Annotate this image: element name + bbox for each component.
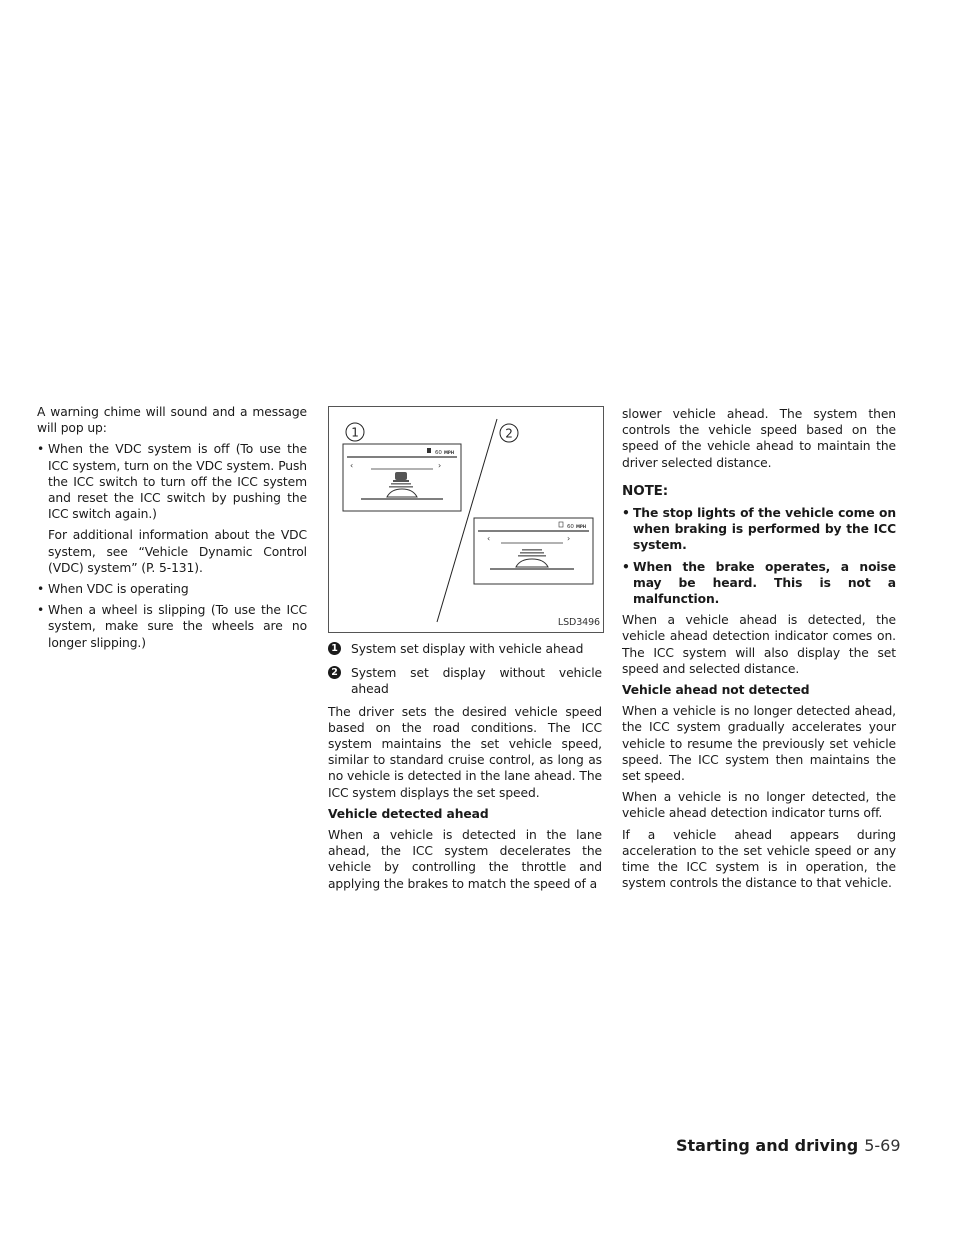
label-1-text: 1 bbox=[351, 425, 359, 440]
icc-display-figure bbox=[328, 406, 604, 633]
page-number: 5-69 bbox=[864, 1136, 901, 1155]
bullet-vdc-off: • When the VDC system is off (To use the ICC system, turn on the VDC system. Push the ICC switch to turn off the ICC system and reset the ICC switch by pushing the ICC switch again.) bbox=[37, 441, 307, 522]
icc-display-illustration bbox=[329, 407, 603, 632]
continued-paragraph: slower vehicle ahead. The system then controls the vehicle speed based on the speed of the vehicle ahead to maintain the driver selected distance. bbox=[622, 407, 896, 470]
callout-2-text: System set display without vehicle ahead bbox=[351, 666, 602, 697]
indicator-off-paragraph: When a vehicle is no longer detected, the vehicle ahead detection indicator turns off. bbox=[622, 790, 896, 821]
callout-1 bbox=[328, 641, 602, 657]
svg-text:›: › bbox=[567, 534, 571, 543]
figure-id: LSD3496 bbox=[557, 616, 600, 628]
indicator-on-paragraph: When a vehicle ahead is detected, the vehicle ahead detection indicator comes on. The ICC system will also display the set speed and selected distance. bbox=[622, 613, 896, 676]
svg-text:60: 60 bbox=[567, 524, 574, 530]
vehicle-detected-heading: Vehicle detected ahead bbox=[328, 806, 489, 821]
note-heading: NOTE: bbox=[622, 482, 669, 499]
set-speed-paragraph: The driver sets the desired vehicle speed based on the road conditions. The ICC system maintains the set vehicle speed, similar to standard cruise control, as long as no vehicle is detected in the lane ahead. The ICC system displays the set speed. bbox=[328, 704, 602, 800]
svg-text:MPH: MPH bbox=[444, 450, 454, 455]
lead-vehicle-icon bbox=[395, 472, 407, 480]
callout-2 bbox=[328, 665, 602, 697]
left-column bbox=[37, 404, 307, 656]
vehicle-detected-paragraph: When a vehicle is detected in the lane ahead, the ICC system decelerates the vehicle by controlling the throttle and applying the brakes to match the speed of a bbox=[328, 828, 602, 891]
vdc-reference-note: For additional information about the VDC system, see “Vehicle Dynamic Control (VDC) system” (P. 5-131). bbox=[48, 528, 307, 575]
svg-text:‹: ‹ bbox=[350, 461, 354, 470]
bullet-vdc-operating: • When VDC is operating bbox=[37, 581, 307, 597]
display-panel-without-vehicle bbox=[474, 518, 593, 584]
middle-column bbox=[328, 404, 602, 897]
svg-text:‹: ‹ bbox=[487, 534, 491, 543]
vehicle-appears-paragraph: If a vehicle ahead appears during acceleration to the set vehicle speed or any time the ICC system is in operation, the system controls the distance to that vehicle. bbox=[622, 827, 896, 891]
note-stop-lights: • The stop lights of the vehicle come on when braking is performed by the ICC system. bbox=[622, 505, 896, 554]
page-footer bbox=[676, 1136, 916, 1155]
section-title: Starting and driving bbox=[676, 1136, 859, 1155]
accelerate-paragraph: When a vehicle is no longer detected ahead, the ICC system gradually accelerates your vehicle to resume the previously set vehicle speed. The ICC system then maintains the set speed. bbox=[622, 704, 896, 784]
note-brake-noise: • When the brake operates, a noise may be heard. This is not a malfunction. bbox=[622, 559, 896, 608]
vehicle-indicator-icon bbox=[427, 448, 431, 453]
callout-2-number: 2 bbox=[328, 666, 341, 679]
svg-text:60: 60 bbox=[435, 450, 442, 456]
right-column bbox=[622, 406, 896, 896]
svg-text:MPH: MPH bbox=[576, 524, 586, 529]
svg-text:›: › bbox=[438, 461, 442, 470]
vehicle-not-detected-heading: Vehicle ahead not detected bbox=[622, 683, 810, 698]
callout-1-text: System set display with vehicle ahead bbox=[351, 642, 584, 656]
callout-1-number: 1 bbox=[328, 642, 341, 655]
bullet-wheel-slipping: • When a wheel is slipping (To use the ICC system, make sure the wheels are no longer slipping.) bbox=[37, 602, 307, 651]
intro-text: A warning chime will sound and a message will pop up: bbox=[37, 405, 307, 436]
display-panel-with-vehicle bbox=[343, 444, 461, 511]
label-2-text: 2 bbox=[505, 426, 513, 441]
